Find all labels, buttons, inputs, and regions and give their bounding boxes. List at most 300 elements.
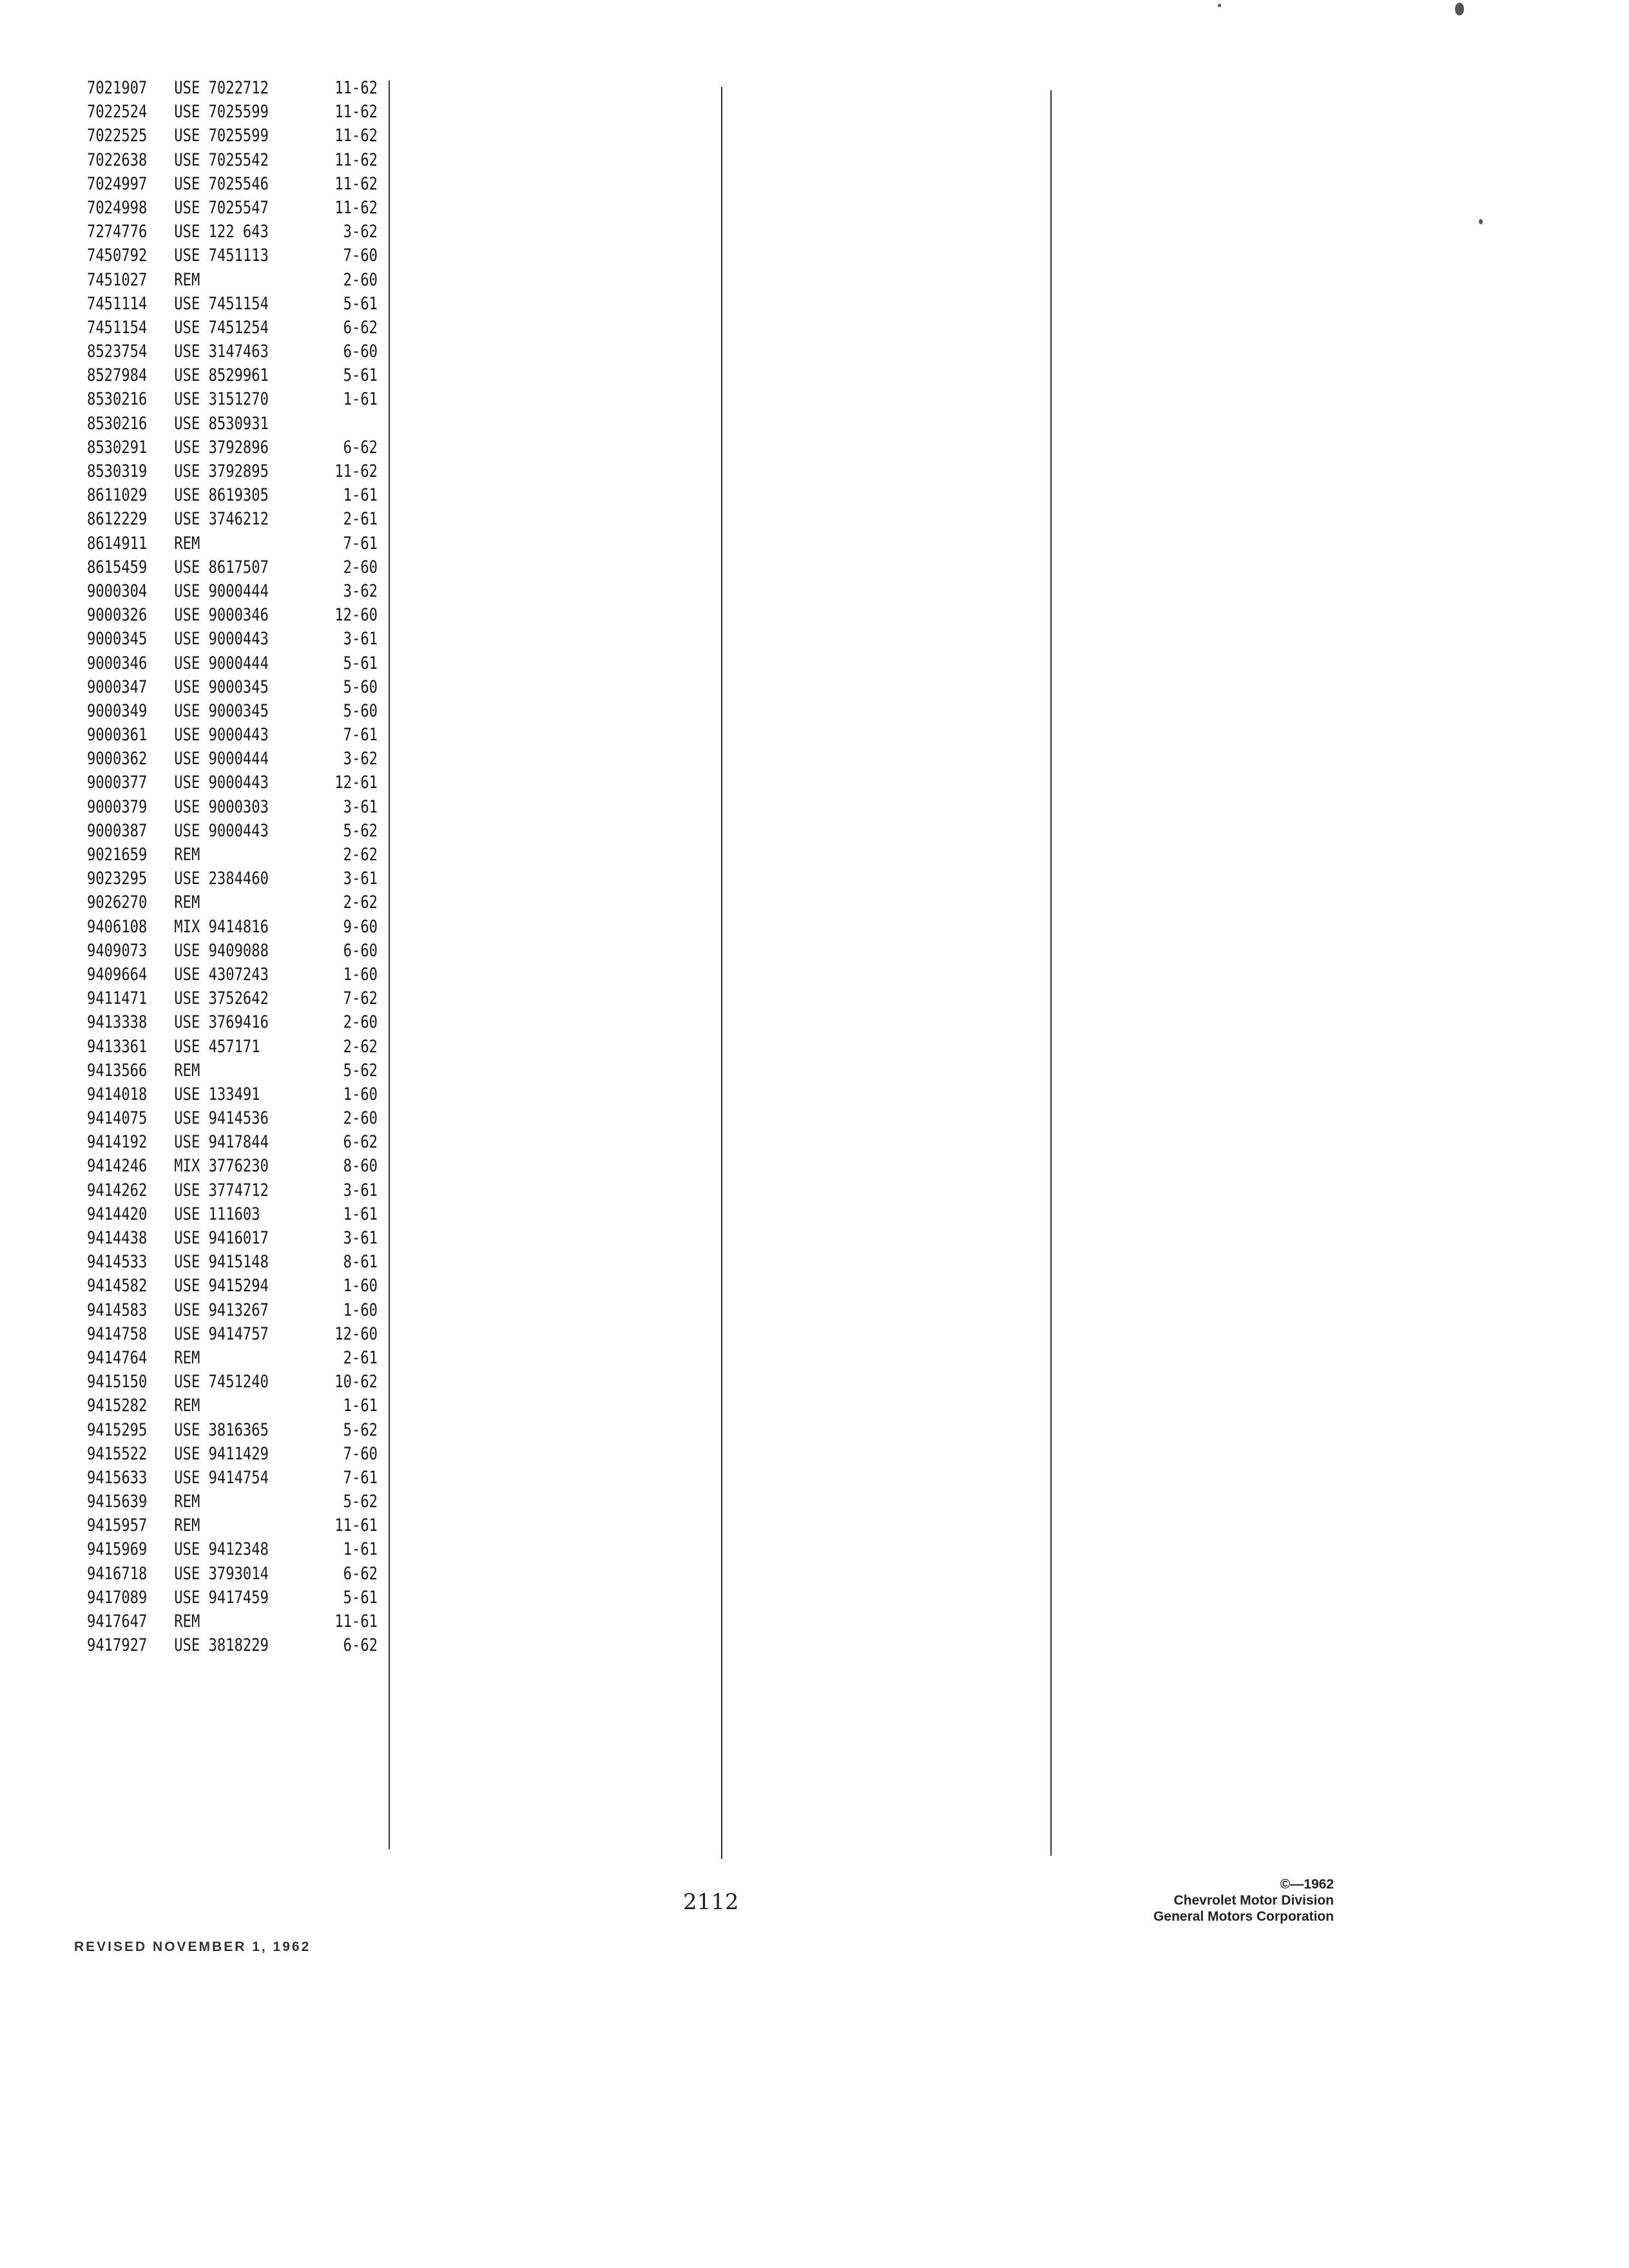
replacement-part: 111603 [208, 1204, 260, 1224]
action-code: USE [174, 126, 200, 146]
replacement-part: 3816365 [208, 1419, 269, 1440]
replacement-part: 9417844 [208, 1132, 269, 1153]
part-number: 7024997 [87, 173, 148, 194]
action-code: USE [174, 437, 200, 457]
effective-date: 1-61 [343, 485, 378, 506]
effective-date: 6-62 [343, 317, 378, 338]
action-code: REM [174, 1347, 200, 1368]
part-number: 9023295 [87, 869, 148, 889]
list-item [87, 1250, 378, 1274]
part-number: 9414192 [87, 1132, 148, 1153]
effective-date: 3-61 [343, 1180, 378, 1200]
page-number: 2112 [683, 1889, 739, 1915]
list-item [87, 172, 378, 196]
effective-date: 5-62 [343, 820, 378, 841]
column-divider [389, 81, 390, 1849]
list-item [87, 579, 378, 603]
effective-date: 1-60 [343, 964, 378, 985]
effective-date: 1-60 [343, 1276, 378, 1296]
effective-date: 6-60 [343, 940, 378, 961]
action-code: USE [174, 1108, 200, 1129]
action-code: USE [174, 1180, 200, 1200]
list-item [87, 1178, 378, 1202]
replacement-part: 3818229 [208, 1635, 269, 1656]
list-item [87, 939, 378, 963]
part-number: 9406108 [87, 916, 148, 937]
action-code: USE [174, 869, 200, 889]
copyright-year: ©—1962 [1280, 1877, 1334, 1892]
action-code: MIX [174, 916, 200, 937]
action-code: REM [174, 892, 200, 913]
action-code: USE [174, 557, 200, 577]
part-number: 9415957 [87, 1515, 148, 1536]
replacement-part: 4307243 [208, 964, 269, 985]
part-number: 9414533 [87, 1252, 148, 1273]
effective-date: 5-62 [343, 1492, 378, 1512]
part-number: 9415639 [87, 1492, 148, 1512]
effective-date: 9-60 [343, 916, 378, 937]
part-number: 9000379 [87, 796, 148, 817]
effective-date: 3-61 [343, 1228, 378, 1248]
replacement-part: 8530931 [208, 413, 269, 434]
part-number: 8530319 [87, 461, 148, 481]
action-code: USE [174, 700, 200, 721]
replacement-part: 9415294 [208, 1276, 269, 1296]
part-number: 9413361 [87, 1036, 148, 1057]
part-number: 9415522 [87, 1443, 148, 1464]
replacement-part: 7451240 [208, 1372, 269, 1392]
part-number: 9414246 [87, 1156, 148, 1177]
part-number: 9000349 [87, 700, 148, 721]
replacement-part: 7022712 [208, 78, 269, 98]
part-number: 9415633 [87, 1467, 148, 1488]
part-number: 9000345 [87, 629, 148, 649]
action-code: USE [174, 629, 200, 649]
list-item [87, 1562, 378, 1586]
list-item [87, 963, 378, 986]
effective-date: 2-60 [343, 269, 378, 290]
part-number: 8612229 [87, 509, 148, 530]
replacement-part: 3151270 [208, 389, 269, 410]
part-number: 8615459 [87, 557, 148, 577]
effective-date: 12-60 [334, 605, 378, 626]
effective-date: 7-60 [343, 245, 378, 266]
part-number: 9409664 [87, 964, 148, 985]
parts-list [87, 76, 380, 1657]
list-item [87, 1466, 378, 1490]
replacement-part: 3792896 [208, 437, 269, 457]
list-item [87, 507, 378, 531]
list-item [87, 675, 378, 699]
replacement-part: 8617507 [208, 557, 269, 577]
action-code: USE [174, 1443, 200, 1464]
effective-date: 2-62 [343, 892, 378, 913]
effective-date: 6-60 [343, 341, 378, 362]
replacement-part: 9409088 [208, 940, 269, 961]
part-number: 9415150 [87, 1372, 148, 1392]
part-number: 9414758 [87, 1323, 148, 1344]
effective-date: 7-61 [343, 533, 378, 553]
effective-date: 6-62 [343, 1132, 378, 1153]
effective-date: 7-61 [343, 725, 378, 745]
list-item [87, 1010, 378, 1034]
action-code: USE [174, 964, 200, 985]
action-code: USE [174, 1372, 200, 1392]
replacement-part: 9000443 [208, 725, 269, 745]
part-number: 7022525 [87, 126, 148, 146]
part-number: 9414018 [87, 1084, 148, 1104]
scan-speck [1479, 219, 1483, 224]
list-item [87, 244, 378, 267]
effective-date: 6-62 [343, 1563, 378, 1584]
list-item [87, 651, 378, 675]
effective-date: 2-62 [343, 1036, 378, 1057]
replacement-part: 9000443 [208, 629, 269, 649]
replacement-part: 8619305 [208, 485, 269, 506]
list-item [87, 1633, 378, 1657]
effective-date: 1-60 [343, 1084, 378, 1104]
effective-date: 5-61 [343, 293, 378, 314]
effective-date: 2-60 [343, 557, 378, 577]
list-item [87, 1226, 378, 1250]
effective-date: 5-61 [343, 365, 378, 386]
list-item [87, 1298, 378, 1322]
list-item [87, 1274, 378, 1298]
part-number: 8530291 [87, 437, 148, 457]
list-item [87, 890, 378, 914]
replacement-part: 9412348 [208, 1539, 269, 1560]
part-number: 9414075 [87, 1108, 148, 1129]
list-item [87, 459, 378, 483]
action-code: USE [174, 222, 200, 242]
action-code: USE [174, 293, 200, 314]
effective-date: 2-61 [343, 509, 378, 530]
replacement-part: 9414536 [208, 1108, 269, 1129]
effective-date: 5-62 [343, 1419, 378, 1440]
list-item [87, 1035, 378, 1059]
replacement-part: 3774712 [208, 1180, 269, 1200]
replacement-part: 9417459 [208, 1587, 269, 1608]
list-item [87, 795, 378, 819]
action-code: USE [174, 78, 200, 98]
part-number: 9000346 [87, 653, 148, 673]
action-code: REM [174, 533, 200, 553]
effective-date: 1-61 [343, 1396, 378, 1416]
list-item [87, 986, 378, 1010]
effective-date: 10-62 [334, 1372, 378, 1392]
list-item [87, 1537, 378, 1561]
action-code: USE [174, 413, 200, 434]
replacement-part: 9413267 [208, 1300, 269, 1320]
list-item [87, 1106, 378, 1130]
action-code: USE [174, 389, 200, 410]
replacement-part: 3147463 [208, 341, 269, 362]
part-number: 8530216 [87, 389, 148, 410]
action-code: USE [174, 1204, 200, 1224]
part-number: 8527984 [87, 365, 148, 386]
action-code: REM [174, 1060, 200, 1081]
list-item [87, 148, 378, 172]
replacement-part: 9000303 [208, 796, 269, 817]
list-item [87, 1490, 378, 1514]
action-code: USE [174, 102, 200, 122]
effective-date: 11-61 [334, 1515, 378, 1536]
action-code: USE [174, 773, 200, 793]
replacement-part: 3792895 [208, 461, 269, 481]
action-code: USE [174, 365, 200, 386]
action-code: USE [174, 173, 200, 194]
part-number: 9417089 [87, 1587, 148, 1608]
part-number: 9000361 [87, 725, 148, 745]
action-code: USE [174, 1276, 200, 1296]
replacement-part: 7025599 [208, 126, 269, 146]
action-code: USE [174, 245, 200, 266]
effective-date: 1-61 [343, 1539, 378, 1560]
action-code: USE [174, 1012, 200, 1033]
list-item [87, 1442, 378, 1466]
effective-date: 5-61 [343, 653, 378, 673]
replacement-part: 122 643 [208, 222, 269, 242]
list-item [87, 915, 378, 939]
replacement-part: 9000345 [208, 700, 269, 721]
part-number: 9415295 [87, 1419, 148, 1440]
effective-date: 1-61 [343, 1204, 378, 1224]
action-code: REM [174, 1492, 200, 1512]
list-item [87, 532, 378, 555]
column-divider [1050, 90, 1052, 1856]
action-code: USE [174, 1635, 200, 1656]
part-number: 9415282 [87, 1396, 148, 1416]
part-number: 7451154 [87, 317, 148, 338]
action-code: USE [174, 725, 200, 745]
part-number: 9414438 [87, 1228, 148, 1248]
part-number: 9000304 [87, 581, 148, 601]
action-code: USE [174, 509, 200, 530]
part-number: 7022638 [87, 149, 148, 170]
action-code: USE [174, 1587, 200, 1608]
list-item [87, 819, 378, 843]
part-number: 9000326 [87, 605, 148, 626]
effective-date: 1-61 [343, 389, 378, 410]
replacement-part: 7451113 [208, 245, 269, 266]
list-item [87, 1202, 378, 1226]
effective-date: 11-62 [334, 173, 378, 194]
revision-date: REVISED NOVEMBER 1, 1962 [74, 1939, 311, 1954]
action-code: USE [174, 485, 200, 506]
action-code: USE [174, 581, 200, 601]
replacement-part: 7451254 [208, 317, 269, 338]
replacement-part: 9415148 [208, 1252, 269, 1273]
replacement-part: 133491 [208, 1084, 260, 1104]
part-number: 8611029 [87, 485, 148, 506]
scan-speck [1218, 4, 1221, 7]
part-number: 7021907 [87, 78, 148, 98]
part-number: 9413566 [87, 1060, 148, 1081]
replacement-part: 9000443 [208, 820, 269, 841]
part-number: 8614911 [87, 533, 148, 553]
list-item [87, 699, 378, 723]
corporation-name: General Motors Corporation [1153, 1909, 1334, 1924]
action-code: USE [174, 149, 200, 170]
list-item [87, 867, 378, 890]
replacement-part: 3793014 [208, 1563, 269, 1584]
action-code: USE [174, 820, 200, 841]
effective-date: 2-60 [343, 1108, 378, 1129]
effective-date: 6-62 [343, 1635, 378, 1656]
effective-date: 8-61 [343, 1252, 378, 1273]
part-number: 7451027 [87, 269, 148, 290]
effective-date: 6-62 [343, 437, 378, 457]
action-code: USE [174, 1467, 200, 1488]
list-item [87, 1346, 378, 1370]
part-number: 9414420 [87, 1204, 148, 1224]
part-number: 9021659 [87, 845, 148, 865]
action-code: USE [174, 1323, 200, 1344]
effective-date: 11-62 [334, 461, 378, 481]
list-item [87, 436, 378, 459]
list-item [87, 483, 378, 507]
action-code: USE [174, 317, 200, 338]
list-item [87, 1610, 378, 1633]
effective-date: 2-62 [343, 845, 378, 865]
action-code: USE [174, 1036, 200, 1057]
action-code: USE [174, 1419, 200, 1440]
list-item [87, 100, 378, 124]
list-item [87, 124, 378, 148]
list-item [87, 843, 378, 867]
list-item [87, 1514, 378, 1537]
list-item [87, 412, 327, 436]
list-item [87, 220, 378, 244]
effective-date: 3-61 [343, 796, 378, 817]
action-code: REM [174, 269, 200, 290]
part-number: 9026270 [87, 892, 148, 913]
part-number: 9000347 [87, 677, 148, 697]
list-item [87, 723, 378, 747]
action-code: USE [174, 940, 200, 961]
action-code: REM [174, 1515, 200, 1536]
action-code: USE [174, 1563, 200, 1584]
list-item [87, 292, 378, 316]
replacement-part: 9414754 [208, 1467, 269, 1488]
part-number: 9414582 [87, 1276, 148, 1296]
part-number: 9417647 [87, 1611, 148, 1631]
action-code: USE [174, 1300, 200, 1320]
list-item [87, 1130, 378, 1154]
effective-date: 5-62 [343, 1060, 378, 1081]
part-number: 7274776 [87, 222, 148, 242]
replacement-part: 9000346 [208, 605, 269, 626]
replacement-part: 9000444 [208, 653, 269, 673]
list-item [87, 1394, 378, 1418]
effective-date: 2-61 [343, 1347, 378, 1368]
replacement-part: 7025599 [208, 102, 269, 122]
column-divider [721, 87, 722, 1859]
part-number: 7022524 [87, 102, 148, 122]
effective-date: 3-62 [343, 581, 378, 601]
list-item [87, 1418, 378, 1442]
part-number: 9415969 [87, 1539, 148, 1560]
effective-date: 8-60 [343, 1156, 378, 1177]
replacement-part: 457171 [208, 1036, 260, 1057]
replacement-part: 7025542 [208, 149, 269, 170]
action-code: USE [174, 461, 200, 481]
effective-date: 3-61 [343, 629, 378, 649]
effective-date: 11-62 [334, 197, 378, 218]
replacement-part: 2384460 [208, 869, 269, 889]
part-number: 9000362 [87, 749, 148, 769]
replacement-part: 7025546 [208, 173, 269, 194]
list-item [87, 196, 378, 220]
effective-date: 7-61 [343, 1467, 378, 1488]
part-number: 9413338 [87, 1012, 148, 1033]
replacement-part: 7451154 [208, 293, 269, 314]
action-code: USE [174, 1228, 200, 1248]
action-code: USE [174, 1539, 200, 1560]
part-number: 9414583 [87, 1300, 148, 1320]
part-number: 7451114 [87, 293, 148, 314]
replacement-part: 7025547 [208, 197, 269, 218]
action-code: REM [174, 845, 200, 865]
action-code: USE [174, 197, 200, 218]
effective-date: 12-60 [334, 1323, 378, 1344]
part-number: 9411471 [87, 988, 148, 1009]
action-code: USE [174, 1084, 200, 1104]
list-item [87, 268, 378, 292]
replacement-part: 3752642 [208, 988, 269, 1009]
effective-date: 12-61 [334, 773, 378, 793]
action-code: USE [174, 341, 200, 362]
action-code: MIX [174, 1156, 200, 1177]
list-item [87, 1370, 378, 1394]
effective-date: 3-62 [343, 222, 378, 242]
part-number: 8523754 [87, 341, 148, 362]
replacement-part: 9000345 [208, 677, 269, 697]
action-code: USE [174, 605, 200, 626]
replacement-part: 9000444 [208, 581, 269, 601]
replacement-part: 9414757 [208, 1323, 269, 1344]
effective-date: 5-60 [343, 677, 378, 697]
replacement-part: 3769416 [208, 1012, 269, 1033]
list-item [87, 1322, 378, 1346]
replacement-part: 9416017 [208, 1228, 269, 1248]
list-item [87, 1154, 378, 1178]
scan-speck [1455, 3, 1464, 15]
copyright-block [1089, 1876, 1334, 1925]
replacement-part: 9414816 [208, 916, 269, 937]
effective-date: 5-60 [343, 700, 378, 721]
part-number: 8530216 [87, 413, 148, 434]
part-number: 9416718 [87, 1563, 148, 1584]
action-code: USE [174, 796, 200, 817]
part-number: 7024998 [87, 197, 148, 218]
replacement-part: 9411429 [208, 1443, 269, 1464]
list-item [87, 627, 378, 651]
action-code: REM [174, 1396, 200, 1416]
list-item [87, 363, 378, 387]
effective-date: 5-61 [343, 1587, 378, 1608]
effective-date: 11-61 [334, 1611, 378, 1631]
division-name: Chevrolet Motor Division [1173, 1893, 1334, 1908]
effective-date: 11-62 [334, 78, 378, 98]
effective-date: 7-60 [343, 1443, 378, 1464]
effective-date: 3-61 [343, 869, 378, 889]
list-item [87, 340, 378, 363]
part-number: 9414764 [87, 1347, 148, 1368]
list-item [87, 316, 378, 340]
list-item [87, 1082, 378, 1106]
list-item [87, 1586, 378, 1610]
